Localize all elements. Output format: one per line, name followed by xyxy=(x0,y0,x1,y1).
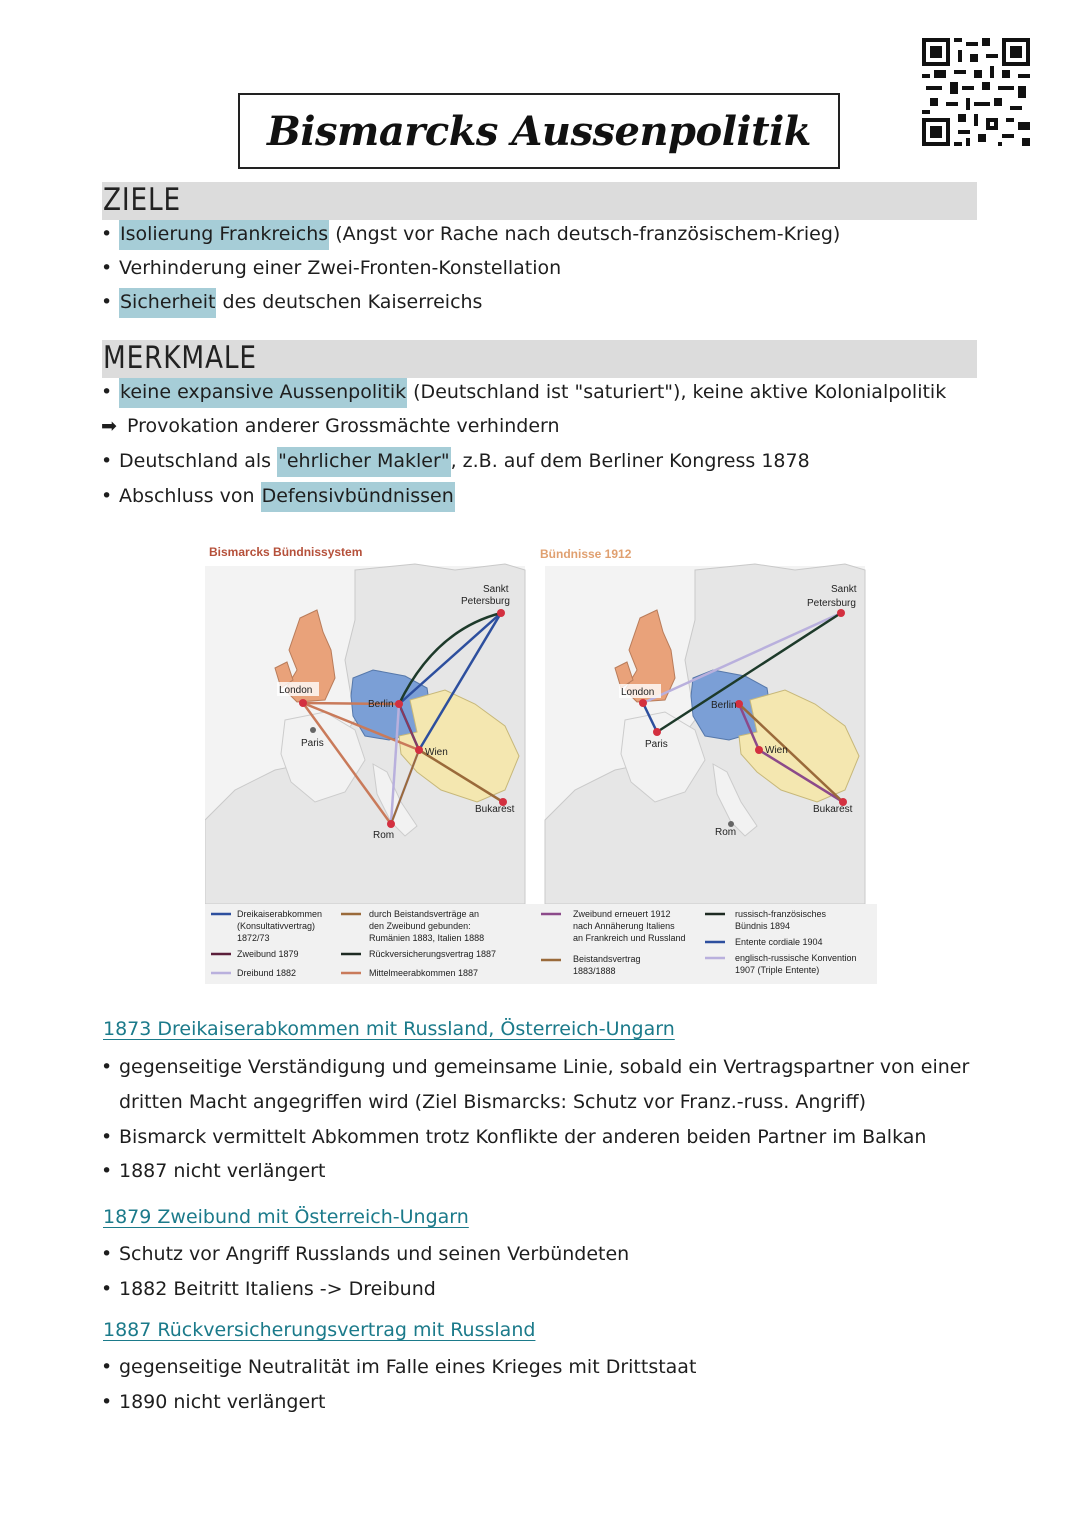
svg-text:Dreibund 1882: Dreibund 1882 xyxy=(237,968,297,978)
svg-text:Wien: Wien xyxy=(425,747,448,758)
ziele-item-3: • Sicherheit des deutschen Kaiserreichs xyxy=(101,288,482,316)
svg-text:1907 (Triple Entente): 1907 (Triple Entente) xyxy=(735,965,820,975)
merkmale-item-2: • Deutschland als "ehrlicher Makler", z.B. auf dem Berliner Kongress 1878 xyxy=(101,447,810,475)
rueck-item-1: • gegenseitige Neutralität im Falle eines Krieges mit Drittstaat xyxy=(101,1356,697,1378)
svg-text:Bündnis 1894: Bündnis 1894 xyxy=(735,921,791,931)
svg-text:Berlin: Berlin xyxy=(368,699,394,710)
svg-text:Paris: Paris xyxy=(301,738,324,749)
svg-text:Paris: Paris xyxy=(645,739,668,750)
svg-text:englisch-russische Konvention: englisch-russische Konvention xyxy=(735,953,857,963)
svg-text:Berlin: Berlin xyxy=(711,700,737,711)
right-map xyxy=(540,547,865,904)
svg-text:Entente cordiale 1904: Entente cordiale 1904 xyxy=(735,937,823,947)
page-title: Bismarcks Aussenpolitik xyxy=(267,107,811,155)
svg-text:London: London xyxy=(279,685,313,696)
arrow-right-icon: ➡ xyxy=(101,415,117,437)
svg-text:Beistandsvertrag: Beistandsvertrag xyxy=(573,954,641,964)
heading-zweibund: 1879 Zweibund mit Österreich-Ungarn xyxy=(103,1206,469,1228)
svg-text:Zweibund 1879: Zweibund 1879 xyxy=(237,949,299,959)
svg-text:Bukarest: Bukarest xyxy=(475,804,515,815)
svg-text:den Zweibund gebunden:: den Zweibund gebunden: xyxy=(369,921,471,931)
heading-dreikaiserabkommen: 1873 Dreikaiserabkommen mit Russland, Österreich-Ungarn xyxy=(103,1018,675,1040)
svg-text:(Konsultativvertrag): (Konsultativvertrag) xyxy=(237,921,316,931)
svg-text:nach Annäherung Italiens: nach Annäherung Italiens xyxy=(573,921,675,931)
svg-text:Mittelmeerabkommen 1887: Mittelmeerabkommen 1887 xyxy=(369,968,479,978)
svg-text:Petersburg: Petersburg xyxy=(461,596,510,607)
rueck-item-2: • 1890 nicht verlängert xyxy=(101,1391,326,1413)
ziele-item-2: • Verhinderung einer Zwei-Fronten-Konstellation xyxy=(101,257,562,279)
dreikaiser-item-1: • gegenseitige Verständigung und gemeinsame Linie, sobald ein Vertragspartner von einer xyxy=(101,1056,970,1078)
svg-text:London: London xyxy=(621,687,655,698)
svg-text:Bukarest: Bukarest xyxy=(813,804,853,815)
svg-text:Sankt: Sankt xyxy=(483,584,509,595)
left-map xyxy=(205,545,525,904)
qr-code-icon xyxy=(922,38,1030,146)
right-map-title: Bündnisse 1912 xyxy=(540,547,632,561)
svg-text:Petersburg: Petersburg xyxy=(807,598,856,609)
zweibund-item-1: • Schutz vor Angriff Russlands und seinen Verbündeten xyxy=(101,1243,630,1265)
left-map-title: Bismarcks Bündnissystem xyxy=(209,545,363,559)
merkmale-arrow-item: ➡ Provokation anderer Grossmächte verhindern xyxy=(101,412,560,440)
dreikaiser-item-1-cont: dritten Macht angegriffen wird (Ziel Bismarcks: Schutz vor Franz.-russ. Angriff) xyxy=(119,1091,867,1113)
page-title-box xyxy=(238,93,840,169)
ziele-item-1: • Isolierung Frankreichs (Angst vor Rache nach deutsch-französischem-Krieg) xyxy=(101,220,840,248)
zweibund-item-2: • 1882 Beitritt Italiens -> Dreibund xyxy=(101,1278,436,1300)
dreikaiser-item-3: • 1887 nicht verlängert xyxy=(101,1160,326,1182)
svg-text:Wien: Wien xyxy=(765,745,788,756)
merkmale-item-3: • Abschluss von Defensivbündnissen xyxy=(101,482,455,510)
svg-text:Dreikaiserabkommen: Dreikaiserabkommen xyxy=(237,909,323,919)
alliance-maps-figure xyxy=(205,540,877,984)
merkmale-item-1: • keine expansive Aussenpolitik (Deutschland ist "saturiert"), keine aktive Kolonialpolitik xyxy=(101,378,946,406)
dreikaiser-item-2: • Bismarck vermittelt Abkommen trotz Konflikte der anderen beiden Partner im Balkan xyxy=(101,1126,927,1148)
svg-text:durch Beistandsverträge an: durch Beistandsverträge an xyxy=(369,909,480,919)
svg-text:1872/73: 1872/73 xyxy=(237,933,270,943)
svg-text:1883/1888: 1883/1888 xyxy=(573,966,616,976)
svg-text:an Frankreich und Russland: an Frankreich und Russland xyxy=(573,933,686,943)
svg-text:Rom: Rom xyxy=(373,830,395,841)
ziele-section-bar xyxy=(102,182,977,220)
ziele-heading: ZIELE xyxy=(103,182,182,218)
svg-text:Zweibund erneuert 1912: Zweibund erneuert 1912 xyxy=(573,909,671,919)
svg-text:Sankt: Sankt xyxy=(831,584,857,595)
svg-text:Rumänien 1883, Italien 1888: Rumänien 1883, Italien 1888 xyxy=(369,933,485,943)
svg-text:Rom: Rom xyxy=(715,827,737,838)
svg-text:russisch-französisches: russisch-französisches xyxy=(735,909,827,919)
heading-rueckversicherungsvertrag: 1887 Rückversicherungsvertrag mit Russland xyxy=(103,1319,536,1341)
merkmale-heading: MERKMALE xyxy=(103,340,257,376)
svg-text:Rückversicherungsvertrag 1887: Rückversicherungsvertrag 1887 xyxy=(369,949,497,959)
